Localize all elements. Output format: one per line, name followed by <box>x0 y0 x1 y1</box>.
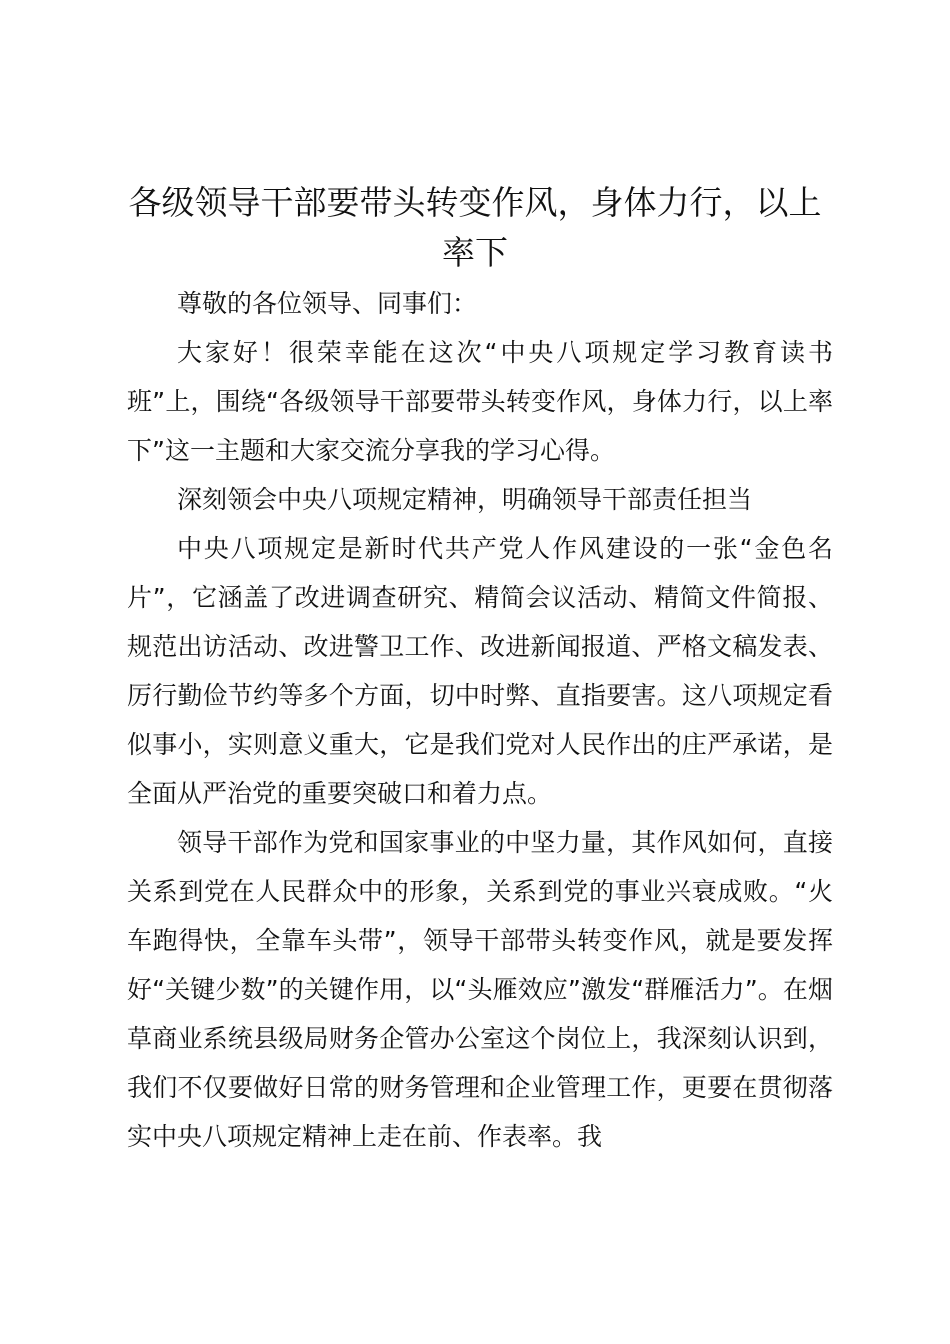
body-paragraph: 领导干部作为党和国家事业的中坚力量，其作风如何，直接关系到党在人民群众中的形象，关系到党的事业兴衰成败。“火车跑得快，全靠车头带”，领导干部带头转变作风，就是要发挥好“关键少数”的关键作用，以“头雁效应”激发“群雁活力”。在烟草商业系统县级局财务企管办公室这个岗位上，我深刻认识到，我们不仅要做好日常的财务管理和企业管理工作，更要在贯彻落实中央八项规定精神上走在前、作表率。我 <box>127 828 833 1151</box>
body-paragraph: 中央八项规定是新时代共产党人作风建设的一张“金色名片”，它涵盖了改进调查研究、精简会议活动、精简文件简报、规范出访活动、改进警卫工作、改进新闻报道、严格文稿发表、厉行勤俭节约等多个方面，切中时弊、直指要害。这八项规定看似事小，实则意义重大，它是我们党对人民作出的庄严承诺，是全面从严治党的重要突破口和着力点。 <box>127 534 833 808</box>
salutation: 尊敬的各位领导、同事们： <box>177 289 478 318</box>
document-body <box>127 279 833 1161</box>
opening-paragraph: 大家好！很荣幸能在这次“中央八项规定学习教育读书班”上，围绕“各级领导干部要带头转变作风，身体力行，以上率下”这一主题和大家交流分享我的学习心得。 <box>127 338 833 465</box>
document-title: 各级领导干部要带头转变作风，身体力行，以上率下 <box>128 183 822 272</box>
section-heading: 深刻领会中央八项规定精神，明确领导干部责任担当 <box>177 485 753 514</box>
